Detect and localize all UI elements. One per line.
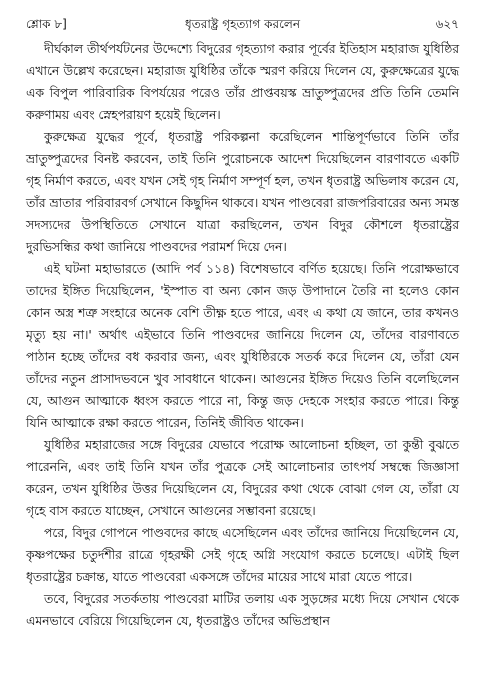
page-number: ৬২৭ [435, 17, 459, 31]
chapter-running-title: ধৃতরাষ্ট্র গৃহত্যাগ করলেন [184, 17, 300, 31]
paragraph: কুরুক্ষেত্র যুদ্ধের পূর্বে, ধৃতরাষ্ট্র পরিকল্পনা করেছিলেন শান্তিপূর্ণভাবে তিনি তাঁর ভ্রাতুষ্পুত্রদের বিনষ্ট করবেন, তাই তিনি পুরোচনকে আদেশ দিয়েছিলেন বারণাবতে একটি গৃহ নির্মাণ করতে, এবং যখন সেই গৃহ নির্মাণ সম্পূর্ণ হল, তখন ধৃতরাষ্ট্র অভিলাষ করেন যে, তাঁর ভ্রাতার পরিবারবর্গ সেখানে কিছুদিন থাকবে। যখন পাণ্ডবেরা রাজপরিবারের অন্য সমস্ত সদস্যদের উপস্থিতিতে সেখানে যাত্রা করছিলেন, তখন বিদুর কৌশলে ধৃতরাষ্ট্রের দুরভিসন্ধির কথা জানিয়ে পাণ্ডবদের পরামর্শ দিয়ে দেন। [26, 130, 459, 254]
paragraph: এই ঘটনা মহাভারতে (আদি পর্ব ১১৪) বিশেষভাবে বর্ণিত হয়েছে। তিনি পরোক্ষভাবে তাদের ইঙ্গিত দিয়েছিলেন, 'ইস্পাত বা অন্য কোন জড় উপাদানে তৈরি না হলেও কোন কোন অস্ত্র শত্রু সংহারে অনেক বেশি তীক্ষ্ণ হতে পারে, এবং এ কথা যে জানে, তার কখনও মৃত্যু হয় না।' অর্থাৎ এইভাবে তিনি পাণ্ডবদের জানিয়ে দিলেন যে, তাঁদের বারণাবতে পাঠান হচ্ছে তাঁদের বধ করবার জন্য, এবং যুধিষ্ঠিরকে সতর্ক করে দিলেন যে, তাঁরা যেন তাঁদের নতুন প্রাসাদভবনে খুব সাবধানে থাকেন। আগুনের ইঙ্গিত দিয়েও তিনি বলেছিলেন যে, আগুন আত্মাকে ধ্বংস করতে পারে না, কিন্তু জড় দেহকে সংহার করতে পারে। কিন্তু যিনি আত্মাকে রক্ষা করতে পারেন, তিনিই জীবিত থাকেন। [26, 262, 459, 430]
paragraph: তবে, বিদুরের সতর্কতায় পাণ্ডবেরা মাটির তলায় এক সুড়ঙ্গের মধ্যে দিয়ে সেখান থেকে এমনভাবে বেরিয়ে গিয়েছিলেন যে, ধৃতরাষ্ট্রও তাঁদের অভিপ্রস্থান [26, 592, 459, 628]
paragraph: যুধিষ্ঠির মহারাজের সঙ্গে বিদুরের যেভাবে পরোক্ষ আলোচনা হচ্ছিল, তা কুন্তী বুঝতে পারেননি, এবং তাই তিনি যখন তাঁর পুত্রকে সেই আলোচনার তাৎপর্য সম্বন্ধে জিজ্ঞাসা করেন, তখন যুধিষ্ঠির উত্তর দিয়েছিলেন যে, বিদুরের কথা থেকে বোঝা গেল যে, তাঁরা যে গৃহে বাস করতে যাচ্ছেন, সেখানে আগুনের সম্ভাবনা রয়েছে। [26, 438, 459, 518]
paragraph: পরে, বিদুর গোপনে পাণ্ডবদের কাছে এসেছিলেন এবং তাঁদের জানিয়ে দিয়েছিলেন যে, কৃষ্ণপক্ষের চতুর্দশীর রাত্রে গৃহরক্ষী সেই গৃহে অগ্নি সংযোগ করতে চলেছে। এটাই ছিল ধৃতরাষ্ট্রের চক্রান্ত, যাতে পাণ্ডবেরা একসঙ্গে তাঁদের মায়ের সাথে মারা যেতে পারে। [26, 526, 459, 584]
body-text [26, 38, 459, 632]
paragraph: দীর্ঘকাল তীর্থপর্যটনের উদ্দেশ্যে বিদুরের গৃহত্যাগ করার পূর্বের ইতিহাস মহারাজ যুধিষ্ঠির এখানে উল্লেখ করেছেন। মহারাজ যুধিষ্ঠির তাঁকে স্মরণ করিয়ে দিলেন যে, কুরুক্ষেত্রের যুদ্ধে এক বিপুল পারিবারিক বিপর্যয়ের পরেও তাঁর প্রাপ্তবয়স্ক ভ্রাতুষ্পুত্রদের প্রতি তিনি তেমনি করুণাময় এবং স্নেহপরায়ণ হয়েই ছিলেন। [26, 42, 459, 122]
page-header [26, 10, 459, 36]
verse-reference: শ্লোক ৮] [26, 17, 67, 31]
